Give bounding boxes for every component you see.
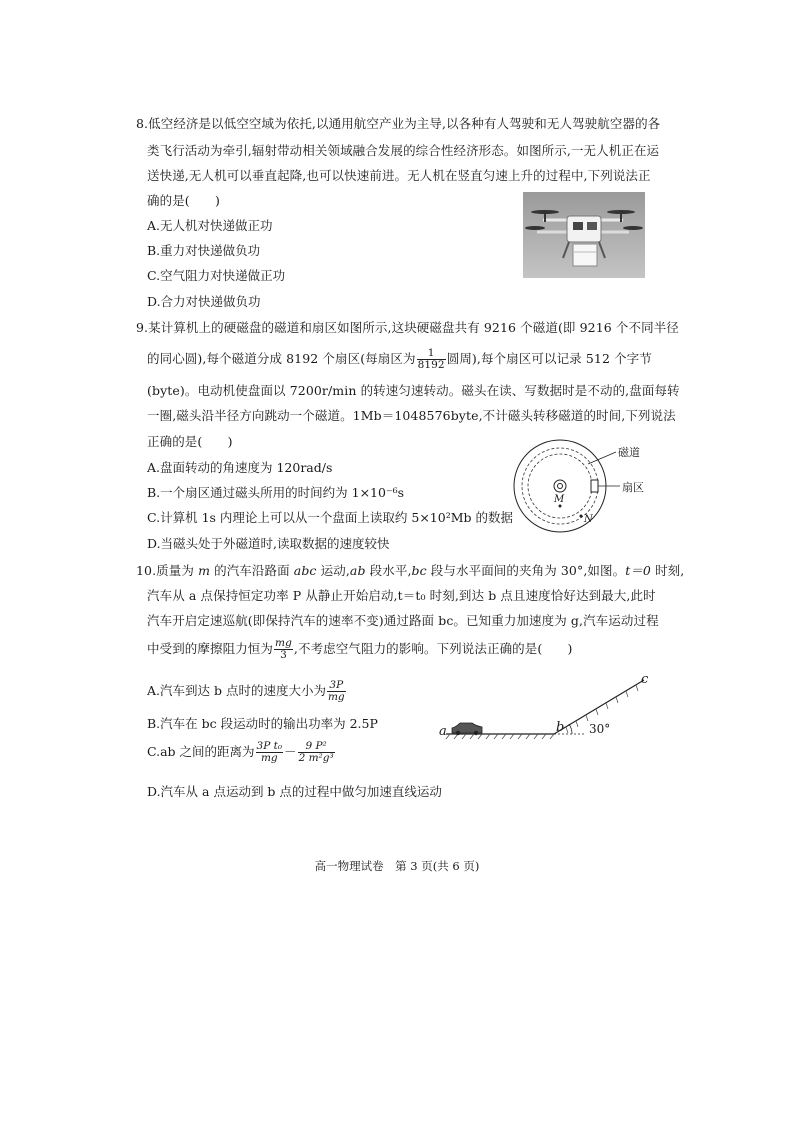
q9-stem-line-2-before: 的同心圆),每个磁道分成 8192 个扇区(每扇区为 xyxy=(147,351,416,367)
q8-option-b: B.重力对快递做负功 xyxy=(147,243,261,258)
q10-stem-1d: 段水平, xyxy=(369,563,412,578)
q10-stem-1e: 段与水平面间的夹角为 30°,如图。 xyxy=(430,563,626,578)
point-c-label: c xyxy=(641,672,649,687)
friction-fraction-numerator: mg xyxy=(275,637,292,649)
q10-option-c-f1-numerator: 3P t₀ xyxy=(256,740,283,752)
point-b-label: b xyxy=(556,720,565,735)
drone-photo xyxy=(523,192,645,278)
q8-option-d: D.合力对快递做负功 xyxy=(147,294,261,309)
point-m-label: M xyxy=(554,494,565,505)
friction-fraction-denominator: 3 xyxy=(280,649,287,662)
friction-fraction xyxy=(274,638,293,661)
q10-option-d: D.汽车从 a 点运动到 b 点的过程中做匀加速直线运动 xyxy=(147,784,442,799)
page-footer: 高一物理试卷 第 3 页(共 6 页) xyxy=(314,859,480,873)
angle-label: 30° xyxy=(589,722,611,736)
q10-option-c-minus: － xyxy=(284,744,297,760)
q10-stem-line-2: 汽车从 a 点保持恒定功率 P 从静止开始启动,t＝t₀ 时刻,到达 b 点且速度恰好达到最大,此时 xyxy=(147,588,656,603)
road-incline-diagram xyxy=(436,672,656,748)
q10-stem-line-4 xyxy=(147,638,573,661)
q9-option-a: A.盘面转动的角速度为 120rad/s xyxy=(147,460,333,475)
q10-stem-1c: 运动, xyxy=(320,563,350,578)
q9-stem-line-5: 正确的是( ) xyxy=(147,434,233,449)
q10-road-ab: ab xyxy=(349,563,366,578)
q10-t0: t＝0 xyxy=(625,563,651,578)
q10-option-c-f2-numerator: 9 P² xyxy=(298,741,335,753)
q8-option-a: A.无人机对快递做正功 xyxy=(147,218,273,233)
q10-option-c-fraction-1 xyxy=(256,741,284,764)
sector-label: 扇区 xyxy=(622,481,644,494)
q10-stem-line-1 xyxy=(136,561,684,579)
q9-stem-line-3: (byte)。电动机使盘面以 7200r/min 的转速匀速转动。磁头在读、写数据时是不动的,盘面每转 xyxy=(147,383,680,398)
q10-stem-1f: 时刻, xyxy=(655,563,685,578)
q10-option-a-text: A.汽车到达 b 点时的速度大小为 xyxy=(147,683,326,699)
point-n-label: N xyxy=(584,514,593,525)
q10-option-a-fraction xyxy=(327,680,346,703)
q8-stem-line-4: 确的是( ) xyxy=(147,193,220,208)
q9-stem-line-2 xyxy=(147,348,652,371)
q8-stem-line-3: 送快递,无人机可以垂直起降,也可以快速前进。无人机在竖直匀速上升的过程中,下列说法正 xyxy=(147,168,651,183)
q10-stem-4b: ,不考虑空气阻力的影响。下列说法正确的是( ) xyxy=(293,641,573,657)
q10-option-b: B.汽车在 bc 段运动时的输出功率为 2.5P xyxy=(147,716,378,731)
q9-stem-line-2-after: 圆周),每个扇区可以记录 512 个字节 xyxy=(446,351,652,367)
q10-option-a-denominator: mg xyxy=(327,691,345,704)
sector-fraction xyxy=(417,348,446,371)
q10-option-c-f1-denominator: mg xyxy=(260,752,278,765)
q9-stem-line-1: 9.某计算机上的硬磁盘的磁道和扇区如图所示,这块硬磁盘共有 9216 个磁道(即 9216 个不同半径 xyxy=(136,320,679,335)
q8-stem-line-2: 类飞行活动为牵引,辐射带动相关领域融合发展的综合性经济形态。如图所示,一无人机正在运 xyxy=(147,143,660,158)
q10-option-a xyxy=(147,680,347,703)
q10-mass-symbol: m xyxy=(198,563,211,578)
q10-stem-line-3: 汽车开启定速巡航(即保持汽车的速率不变)通过路面 bc。已知重力加速度为 g,汽车运动过程 xyxy=(147,613,659,628)
track-label: 磁道 xyxy=(618,446,640,459)
q10-option-c-f2-denominator: 2 m²g³ xyxy=(298,752,334,765)
q9-option-c: C.计算机 1s 内理论上可以从一个盘面上读取约 5×10²Mb 的数据 xyxy=(147,510,513,525)
q10-option-c-text: C.ab 之间的距离为 xyxy=(147,744,255,760)
point-a-label: a xyxy=(439,724,447,739)
q9-option-b: B.一个扇区通过磁头所用的时间约为 1×10⁻⁶s xyxy=(147,485,404,500)
sector-fraction-denominator: 8192 xyxy=(417,359,445,372)
q10-road-bc: bc xyxy=(411,563,427,578)
q9-option-d: D.当磁头处于外磁道时,读取数据的速度较快 xyxy=(147,536,390,551)
disk-diagram xyxy=(508,432,658,554)
q10-road-abc: abc xyxy=(293,563,317,578)
sector-fraction-numerator: 1 xyxy=(417,348,446,360)
q10-stem-1b: 的汽车沿路面 xyxy=(214,563,290,578)
q10-option-a-numerator: 3P xyxy=(327,680,346,692)
q10-stem-4a: 中受到的摩擦阻力恒为 xyxy=(147,641,274,657)
q10-option-c-fraction-2 xyxy=(298,741,335,764)
q8-option-c: C.空气阻力对快递做正功 xyxy=(147,268,286,283)
q9-stem-line-4: 一圈,磁头沿半径方向跳动一个磁道。1Mb＝1048576byte,不计磁头转移磁道的时间,下列说法 xyxy=(147,408,676,423)
q10-stem-1a: 10.质量为 xyxy=(136,563,194,578)
q8-stem-line-1: 8.低空经济是以低空空域为依托,以通用航空产业为主导,以各种有人驾驶和无人驾驶航空器的各 xyxy=(136,116,661,131)
q10-option-c xyxy=(147,741,336,764)
